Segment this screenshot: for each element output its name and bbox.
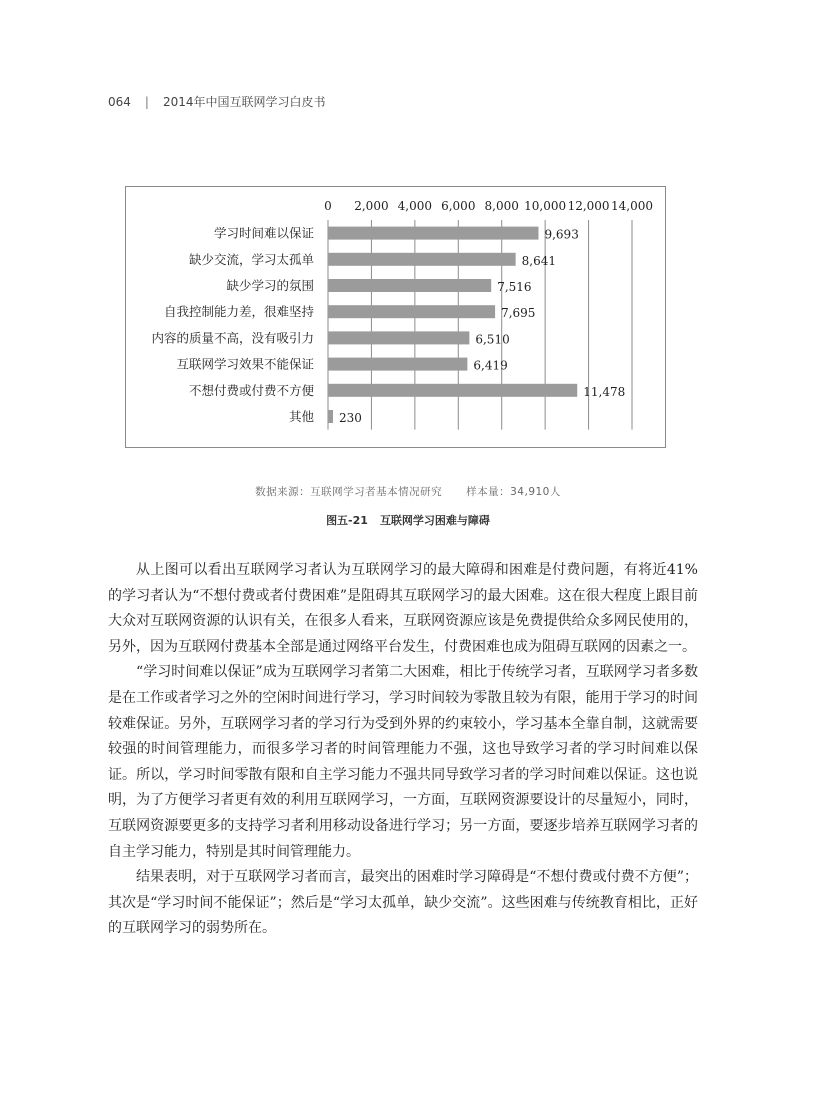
paragraph: “学习时间难以保证”成为互联网学习者第二大困难，相比于传统学习者，互联网学习者多数是在工作或者学习之外的空闲时间进行学习，学习时间较为零散且较为有限，能用于学习的时间较难保证。另外，互联网学习者的学习行为受到外界的约束较小，学习基本全靠自制，这就需要较强的时间管理能力，而很多学习者的时间管理能力不强，这也导致学习者的学习时间难以保证。所以，学习时间零散有限和自主学习能力不强共同导致学习者的学习时间难以保证。这也说明，为了方便学习者更有效的利用互联网学习，一方面，互联网资源要设计的尽量短小，同时，互联网资源要更多的支持学习者利用移动设备进行学习；另一方面，要逐步培养互联网学习者的自主学习能力，特别是其时间管理能力。 [108,664,698,860]
figure-caption [0,512,816,528]
bar [328,253,516,266]
category-label: 互联网学习效果不能保证 [176,356,314,372]
x-tick-label: 2,000 [354,199,389,213]
data-label: 6,510 [475,332,510,347]
bar [328,410,333,423]
data-source: 数据来源：互联网学习者基本情况研究 [255,486,443,498]
figure-title: 互联网学习困难与障碍 [379,514,490,527]
x-tick-label: 10,000 [524,199,567,213]
x-tick-label: 12,000 [567,199,610,213]
category-label: 自我控制能力差，很难坚持 [163,304,314,320]
x-tick-label: 6,000 [441,199,476,213]
paragraph: 从上图可以看出互联网学习者认为互联网学习的最大障碍和困难是付费问题，有将近41%的学习者认为“不想付费或者付费困难”是阻碍其互联网学习的最大困难。这在很大程度上跟目前大众对互联网资源的认识有关，在很多人看来，互联网资源应该是免费提供给众多网民使用的，另外，因为互联网付费基本全部是通过网络平台发生，付费困难也成为阻碍互联网的因素之一。 [108,562,698,655]
page-header [108,93,326,110]
category-label: 内容的质量不高，没有吸引力 [151,330,314,346]
book-title: 2014年中国互联网学习白皮书 [162,95,326,109]
data-label: 7,516 [497,280,532,294]
bar-chart-frame [125,186,666,448]
page-number: 064 [108,94,131,109]
x-tick-label: 0 [324,199,332,213]
category-label: 缺少学习的氛围 [226,278,314,293]
bar [328,305,495,318]
sample-size: 样本量：34,910人 [466,486,561,498]
x-tick-label: 4,000 [397,199,433,213]
header-separator: | [144,94,149,109]
bar [328,384,577,397]
x-tick-label: 14,000 [611,199,653,213]
bar [328,279,491,292]
data-label: 7,695 [501,306,536,321]
data-label: 11,478 [583,384,626,399]
x-tick-label: 8,000 [484,199,519,213]
bar [328,227,538,240]
data-label: 230 [338,411,362,425]
body-text [108,558,698,942]
bar [328,331,469,344]
figure-number: 图五-21 [326,514,368,527]
paragraph: 结果表明，对于互联网学习者而言，最突出的困难时学习障碍是“不想付费或付费不方便”；其次是“学习时间不能保证”；然后是“学习太孤单，缺少交流”。这些困难与传统教育相比，正好的互联网学习的弱势所在。 [108,869,698,937]
category-label: 学习时间难以保证 [213,225,314,241]
bar [328,358,467,371]
data-source-line [0,484,816,499]
data-label: 8,641 [521,253,556,268]
data-label: 9,693 [544,227,579,242]
category-label: 不想付费或付费不方便 [188,382,314,398]
data-label: 6,419 [473,358,508,373]
bar-chart [126,187,665,447]
category-label: 缺少交流，学习太孤单 [188,251,314,267]
category-label: 其他 [288,409,314,424]
